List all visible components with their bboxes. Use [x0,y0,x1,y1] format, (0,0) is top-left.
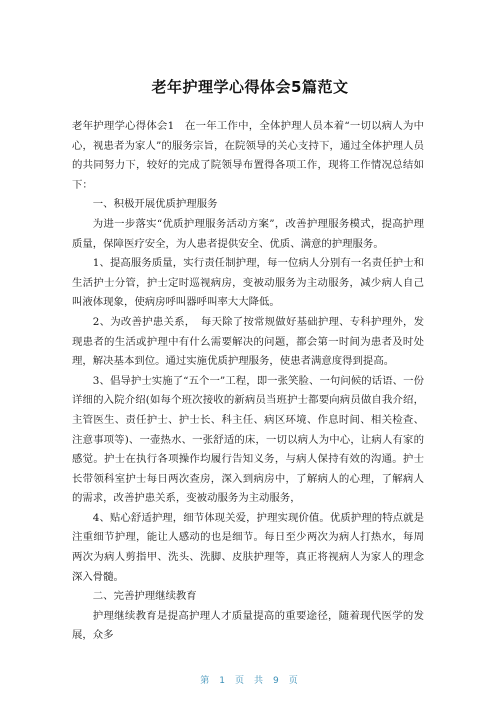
paragraph: 3、倡导护士实施了“五个一”工程，即一张笑脸、一句问候的话语、一份详细的入院介绍(如每个班次接收的新病员当班护士都要向病员做自我介绍，主管医生、责任护士、护士长、科主任、病区环境、作息时间、相关检查、注意事项等)、一壶热水、一张舒适的床，一切以病人为中心，让病人有家的感觉。护士在执行各项操作均履行告知义务，与病人保持有效的沟通。护士长带领科室护士每日两次查房，深入到病房中，了解病人的心理，了解病人的需求，改善护患关系，变被动服务为主动服务， [72,374,424,505]
paragraph: 为进一步落实“优质护理服务活动方案”，改善护理服务模式，提高护理质量，保障医疗安全，为人患者提供安全、优质、满意的护理服务。 [72,217,424,250]
paragraph: 2、为改善护患关系， 每天除了按常规做好基础护理、专科护理外，发现患者的生活或护理中有什么需要解决的问题，都会第一时间为患者及时处理，解决基本到位。通过实施优质护理服务，使患者满意度得到提高。 [72,315,424,368]
paragraph: 护理继续教育是提高护理人才质量提高的重要途径，随着现代医学的发展，众多 [72,609,424,642]
footer-current-page: 1 [219,676,227,686]
paragraph: 1、提高服务质量，实行责任制护理，每一位病人分别有一名责任护士和生活护士分管，护士定时巡视病房，变被动服务为主动服务，减少病人自己叫液体现象，使病房呼叫器呼叫率大大降低。 [72,257,424,309]
paragraph: 老年护理学心得体会1 在一年工作中，全体护理人员本着“一切以病人为中心，视患者为家人”的服务宗旨，在院领导的关心支持下，通过全体护理人员的共同努力下，较好的完成了院领导布置得各项工作，现将工作情况总结如下： [72,120,424,191]
footer-label-unit: 页 [234,676,246,686]
document-body [72,117,424,646]
section-heading: 一、积极开展优质护理服务 [92,198,218,211]
page-footer [0,673,500,686]
footer-label-unit2: 页 [288,676,300,686]
section-heading: 二、完善护理继续教育 [92,590,197,603]
footer-label-total: 共 [254,676,266,686]
document-title: 老年护理学心得体会5篇范文 [151,78,349,96]
footer-total-pages: 9 [273,676,281,686]
footer-label-page: 第 [200,676,212,686]
paragraph: 4、贴心舒适护理，细节体现关爱，护理实现价值。优质护理的特点就是注重细节护理，能让人感动的也是细节。每日至少两次为病人打热水，每周两次为病人剪指甲、洗头、洗脚、皮肤护理等，真正将视病人为家人的理念深入骨髓。 [72,511,424,583]
